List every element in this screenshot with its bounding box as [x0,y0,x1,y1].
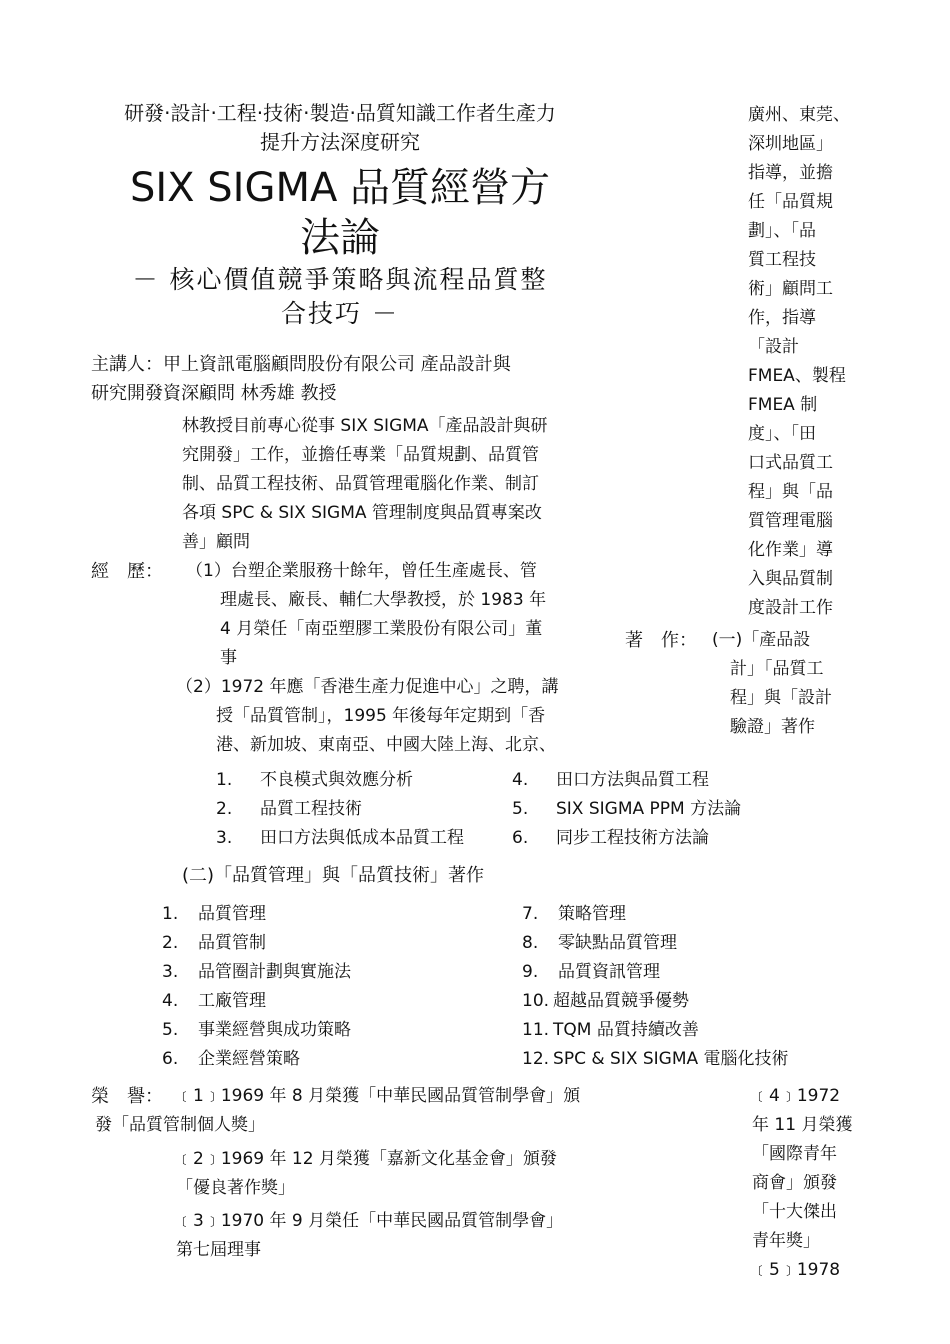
works-group2-left [162,900,351,1074]
list-item: 6. 企業經營策略 [162,1049,300,1069]
experience-line: 港、新加坡、東南亞、中國大陸上海、北京、 [216,735,556,755]
honor-right-line: 「十大傑出 [752,1202,837,1222]
speaker-line2: 研究開發資深顧問 林秀雄 教授 [91,383,337,404]
experience-item-1 [186,557,546,673]
list-item: 3. 品管圈計劃與實施法 [162,962,351,982]
list-item: 2. 品質工程技術 [216,799,362,819]
subtitle-line1: － 核心價值競爭策略與流程品質整 [132,265,548,294]
bio-line: 制、品質工程技術、品質管理電腦化作業、制訂 [182,474,539,494]
works-label: 著 作： [625,630,697,651]
list-item: 5. 事業經營與成功策略 [162,1020,351,1040]
speaker-line1: 主講人：甲上資訊電腦顧問股份有限公司 產品設計與 [91,354,511,375]
page-title-line2: 法論 [300,215,380,261]
page-title-line1: SIX SIGMA 品質經營方 [129,165,551,211]
works-heading-line: 程」與「設計 [730,688,832,708]
honor-1-line1: ﹝1﹞1969 年 8 月榮獲「中華民國品質管制學會」頒 [176,1086,581,1106]
experience-item-2 [176,673,558,760]
experience-line: （1）台塑企業服務十餘年，曾任生產處長、管 [186,561,537,581]
honor-right-line: 商會」頒發 [752,1173,837,1193]
right-line: 程」與「品 [748,482,833,502]
right-line: 度設計工作 [748,598,833,618]
honor-3-line1: ﹝3﹞1970 年 9 月榮任「中華民國品質管制學會」 [176,1211,564,1231]
honor-1-line2: 發「品質管制個人獎」 [95,1115,265,1135]
honors-right-column [752,1082,852,1285]
honor-right-line: ﹝5﹞1978 [752,1260,841,1280]
bio-line: 各項 SPC & SIX SIGMA 管理制度與品質專案改 [182,503,542,523]
list-item: 8. 零缺點品質管理 [522,933,677,953]
right-line: 廣州、東莞、 [748,105,850,125]
header-line1: 研發‧設計‧工程‧技術‧製造‧品質知識工作者生產力 [124,101,556,125]
list-item: 4. 田口方法與品質工程 [512,770,709,790]
experience-line: 理處長、廠長、輔仁大學教授，於 1983 年 [220,590,547,610]
subtitle-line2: 合技巧 － [281,299,399,328]
right-column-text [748,101,850,623]
right-line: 質工程技 [748,250,816,270]
right-line: 入與品質制 [748,569,833,589]
right-line: 指導，並擔 [748,163,833,183]
list-item: 6. 同步工程技術方法論 [512,828,709,848]
works-heading-line: (一)「產品設 [712,630,811,650]
experience-line: 4 月榮任「南亞塑膠工業股份有限公司」董 [220,619,543,639]
list-item: 1. 品質管理 [162,904,266,924]
honor-right-line: ﹝4﹞1972 [752,1086,841,1106]
list-item: 11. TQM 品質持續改善 [522,1020,699,1040]
experience-label: 經 歷： [91,561,163,582]
works-group1-heading [712,626,832,742]
experience-line: （2）1972 年應「香港生產力促進中心」之聘，講 [176,677,559,697]
honor-2-line2: 「優良著作獎」 [176,1178,295,1198]
list-item: 9. 品質資訊管理 [522,962,660,982]
honor-2-line1: ﹝2﹞1969 年 12 月榮獲「嘉新文化基金會」頒發 [176,1149,557,1169]
works-group2-right [522,900,789,1074]
works-group1-right [512,766,741,853]
list-item: 4. 工廠管理 [162,991,266,1011]
header-line2: 提升方法深度研究 [260,130,420,154]
list-item: 1. 不良模式與效應分析 [216,770,413,790]
right-line: 劃」、「品 [748,221,816,241]
right-line: FMEA、製程 [748,366,846,386]
list-item: 7. 策略管理 [522,904,626,924]
right-line: 口式品質工 [748,453,833,473]
speaker-bio [182,412,548,557]
honor-right-line: 青年獎」 [752,1231,820,1251]
experience-line: 事 [220,648,237,668]
right-line: 任「品質規 [748,192,833,212]
right-line: FMEA 制 [748,395,818,415]
right-line: 度」、「田 [748,424,816,444]
list-item: 10. 超越品質競爭優勢 [522,991,690,1011]
works-group1-left [216,766,464,853]
works-heading-line: 計」「品質工 [730,659,824,679]
list-item: 5. SIX SIGMA PPM 方法論 [512,799,742,819]
bio-line: 善」顧問 [182,532,250,552]
right-line: 作，指導 [748,308,816,328]
right-line: 術」顧問工 [748,279,833,299]
list-item: 2. 品質管制 [162,933,266,953]
list-item: 3. 田口方法與低成本品質工程 [216,828,464,848]
honor-3-line2: 第七屆理事 [176,1240,261,1260]
honor-right-line: 「國際青年 [752,1144,837,1164]
honors-label: 榮 譽： [91,1086,163,1107]
experience-line: 授「品質管制」，1995 年後每年定期到「香 [216,706,546,726]
right-line: 「設計 [748,337,799,357]
works-heading-line: 驗證」著作 [730,717,815,737]
right-line: 深圳地區」 [748,134,833,154]
right-line: 化作業」導 [748,540,833,560]
right-line: 質管理電腦 [748,511,833,531]
honor-right-line: 年 11 月榮獲 [752,1115,853,1135]
bio-line: 林教授目前專心從事 SIX SIGMA「產品設計與研 [182,416,548,436]
list-item: 12. SPC & SIX SIGMA 電腦化技術 [522,1049,789,1069]
works-group2-title: (二)「品質管理」與「品質技術」著作 [182,865,485,886]
bio-line: 究開發」工作，並擔任專業「品質規劃、品質管 [182,445,539,465]
